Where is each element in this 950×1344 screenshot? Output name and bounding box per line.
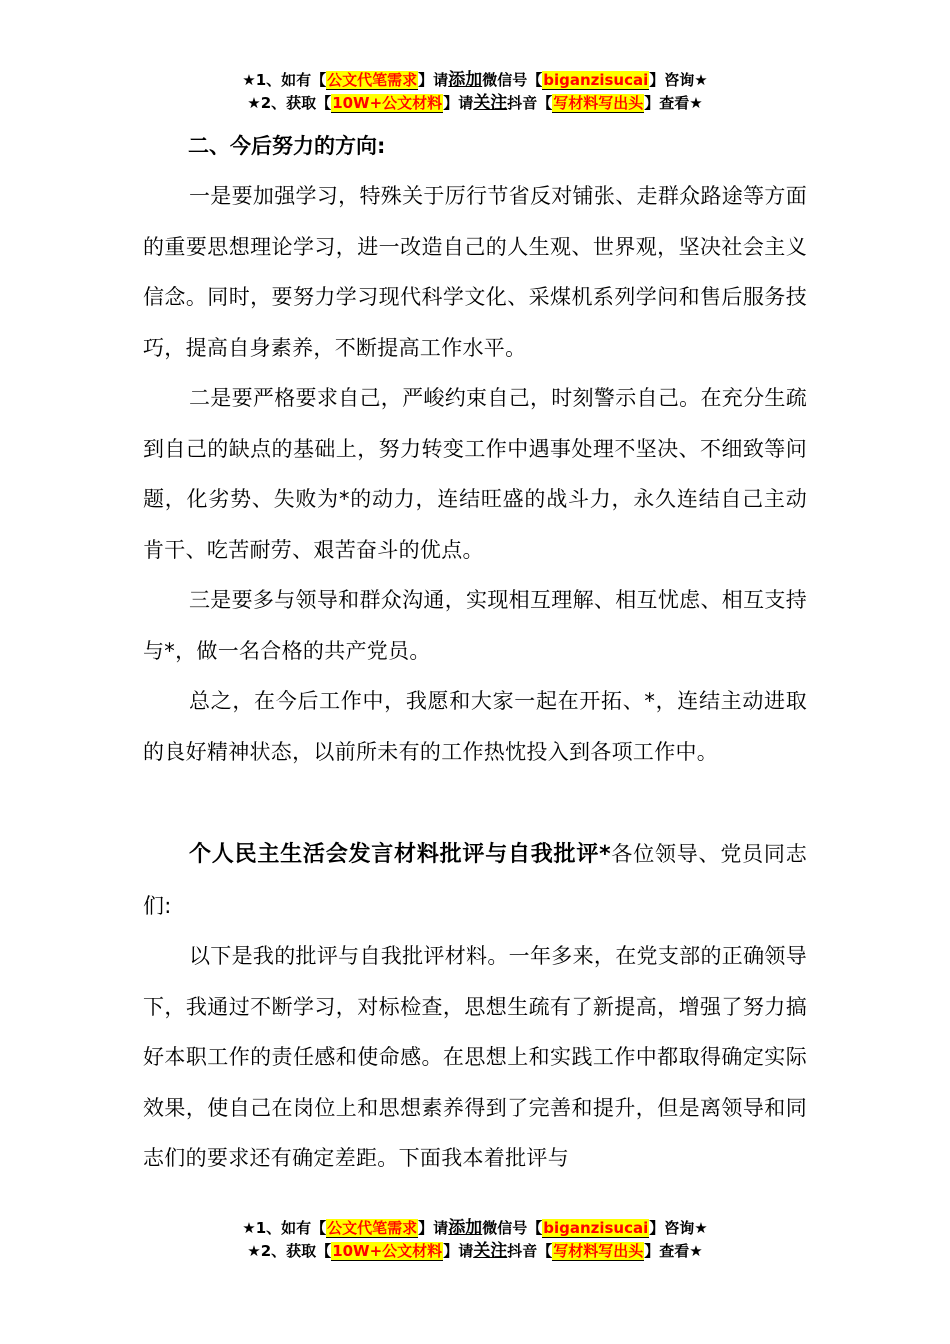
banner-line-2 <box>0 92 950 115</box>
banner-text: 】请 <box>443 94 474 112</box>
section-gap <box>143 777 807 829</box>
banner-text: 】查看★ <box>644 1242 703 1260</box>
banner-text: 】咨询★ <box>649 71 708 89</box>
underlined-word: 添加 <box>448 1218 483 1238</box>
paragraph-study: 一是要加强学习，特殊关于厉行节省反对铺张、走群众路途等方面的重要思想理论学习，进一改造自己的人生观、世界观，坚决社会主义信念。同时，要努力学习现代科学文化、采煤机系列学问和售后服务技巧，提高自身素养，不断提高工作水平。 <box>143 184 807 360</box>
highlight-douyin-id: 写材料写出头 <box>553 1242 644 1260</box>
banner-text: ★2、获取【 <box>247 94 332 112</box>
highlight-wechat-id: biganzisucai <box>543 71 649 89</box>
highlight-service: 公文代笔需求 <box>327 71 418 89</box>
banner-text: 】请 <box>443 1242 474 1260</box>
top-banner <box>0 69 950 115</box>
banner-line-2 <box>0 1240 950 1263</box>
banner-text: ★2、获取【 <box>247 1242 332 1260</box>
underlined-word: 添加 <box>448 70 483 90</box>
banner-text: 抖音【 <box>507 94 553 112</box>
article-title: 个人民主生活会发言材料批评与自我批评* <box>189 842 611 867</box>
banner-text: ★1、如有【 <box>242 71 327 89</box>
article-title-line <box>143 829 807 931</box>
article-paragraph: 以下是我的批评与自我批评材料。一年多来，在党支部的正确领导下，我通过不断学习，对标检查，思想生疏有了新提高，增强了努力搞好本职工作的责任感和使命感。在思想上和实践工作中都取得确定实际效果，使自己在岗位上和思想素养得到了完善和提升，但是离领导和同志们的要求还有确定差距。下面我本着批评与 <box>143 944 807 1170</box>
banner-text: 】查看★ <box>644 94 703 112</box>
highlight-wechat-id: biganzisucai <box>543 1219 649 1237</box>
section-heading: 二、今后努力的方向: <box>188 134 386 158</box>
document-body <box>143 171 807 1184</box>
bottom-banner <box>0 1217 950 1263</box>
paragraph-conclusion: 总之，在今后工作中，我愿和大家一起在开拓、*，连结主动进取的良好精神状态，以前所未有的工作热忱投入到各项工作中。 <box>143 689 807 764</box>
highlight-service: 公文代笔需求 <box>327 1219 418 1237</box>
banner-text: 】请 <box>418 1219 449 1237</box>
banner-text: ★1、如有【 <box>242 1219 327 1237</box>
paragraph-communication: 三是要多与领导和群众沟通，实现相互理解、相互忧虑、相互支持与*，做一名合格的共产党员。 <box>143 588 807 663</box>
underlined-word: 关注 <box>473 1241 508 1261</box>
banner-text: 微信号【 <box>482 1219 543 1237</box>
article-greeting: 各位领导、党员同志们: <box>143 842 807 918</box>
highlight-materials: 10W+公文材料 <box>332 1242 443 1260</box>
banner-text: 】请 <box>418 71 449 89</box>
banner-line-1 <box>0 69 950 92</box>
banner-text: 微信号【 <box>482 71 543 89</box>
banner-text: 】咨询★ <box>649 1219 708 1237</box>
highlight-douyin-id: 写材料写出头 <box>553 94 644 112</box>
banner-line-1 <box>0 1217 950 1240</box>
paragraph-self-discipline: 二是要严格要求自己，严峻约束自己，时刻警示自己。在充分生疏到自己的缺点的基础上，努力转变工作中遇事处理不坚决、不细致等问题，化劣势、失败为*的动力，连结旺盛的战斗力，永久连结自己主动肯干、吃苦耐劳、艰苦奋斗的优点。 <box>143 386 807 562</box>
highlight-materials: 10W+公文材料 <box>332 94 443 112</box>
underlined-word: 关注 <box>473 93 508 113</box>
banner-text: 抖音【 <box>507 1242 553 1260</box>
